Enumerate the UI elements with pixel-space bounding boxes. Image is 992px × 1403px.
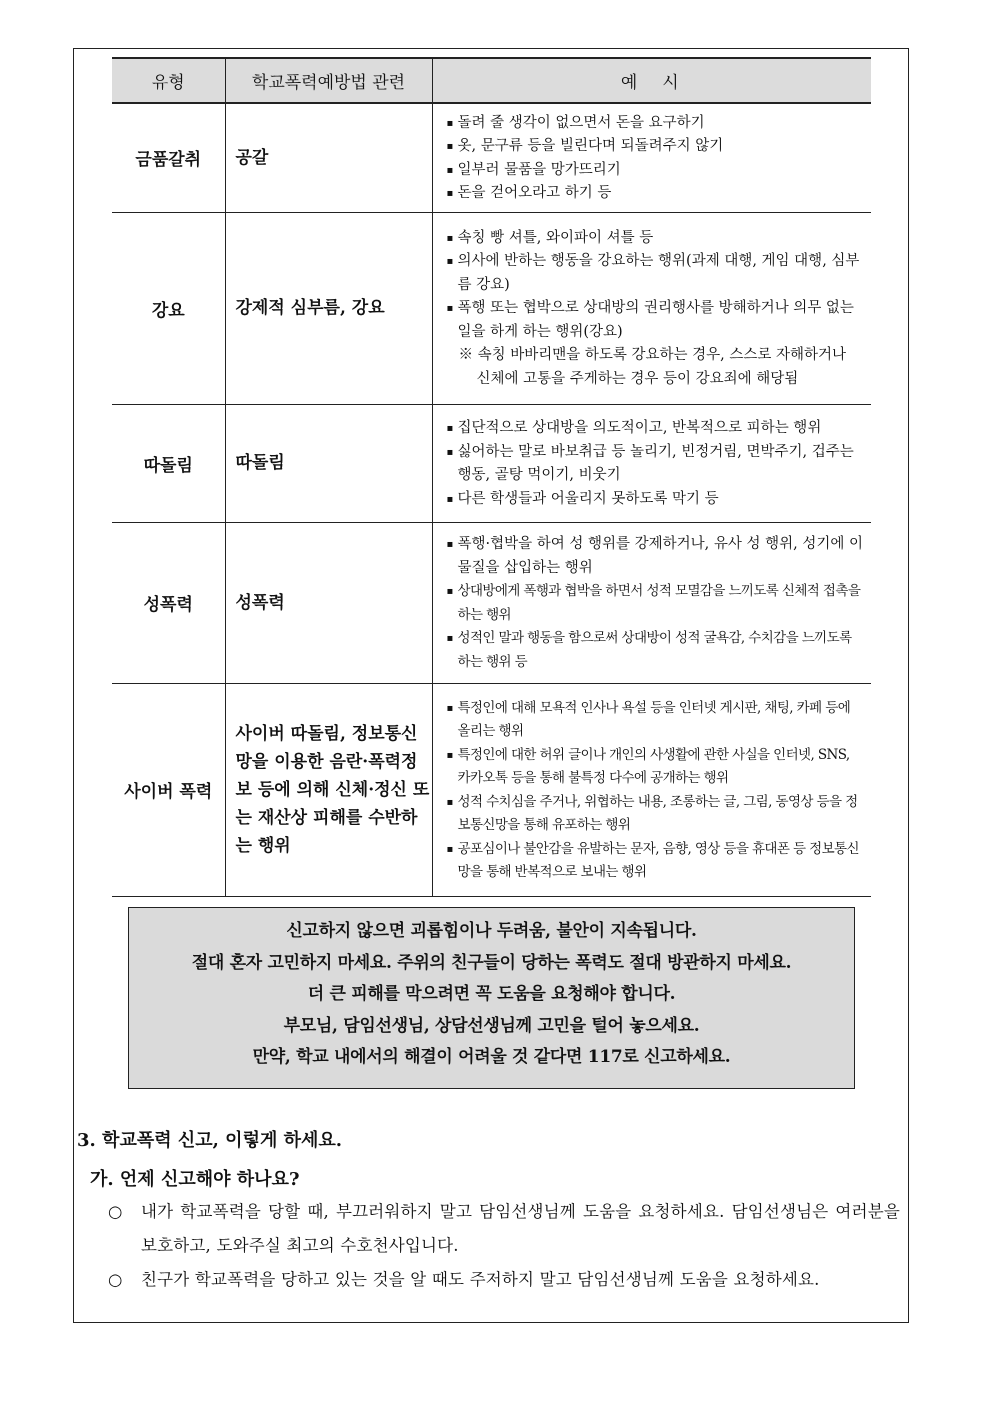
row-type: 사이버 폭력 (112, 683, 225, 896)
row-type: 강요 (112, 212, 225, 404)
row-type: 금품갈취 (112, 103, 225, 212)
notice-line: 절대 혼자 고민하지 마세요. 주위의 친구들이 당하는 폭력도 절대 방관하지 마세요. (191, 952, 792, 973)
notice-line: 신고하지 않으면 괴롭힘이나 두려움, 불안이 지속됩니다. (286, 921, 697, 941)
example-item: ▪ 폭행·협박을 하여 성 행위를 강제하거나, 유사 성 행위, 성기에 이물질을 삽입하는 행위 (447, 533, 864, 580)
report-notice-box (128, 907, 855, 1089)
list-item-text: 친구가 학교폭력을 당하고 있는 것을 알 때도 주저하지 말고 담임선생님께 도움을 요청하세요. (141, 1270, 820, 1289)
row-law: 사이버 따돌림, 정보통신망을 이용한 음란·폭력정보 등에 의해 신체·정신 또는 재산상 피해를 수반하는 행위 (225, 683, 432, 896)
row-examples (432, 404, 871, 522)
example-item: ▪ 공포심이나 불안감을 유발하는 문자, 음향, 영상 등을 휴대폰 등 정보통신망을 통해 반복적으로 보내는 행위 (447, 838, 864, 885)
notice-line: 부모님, 담임선생님, 상담선생님께 고민을 털어 놓으세요. (283, 1015, 700, 1036)
example-item: ▪ 폭행 또는 협박으로 상대방의 권리행사를 방해하거나 의무 없는 일을 하게 하는 행위(강요) (447, 297, 864, 344)
row-type: 따돌림 (112, 404, 225, 522)
example-item: ▪ 특정인에 대해 모욕적 인사나 욕설 등을 인터넷 게시판, 채팅, 카페 등에 올리는 행위 (447, 697, 864, 744)
table-row (112, 683, 871, 896)
example-item: ▪ 집단적으로 상대방을 의도적이고, 반복적으로 피하는 행위 (447, 417, 864, 441)
table-row (112, 103, 871, 212)
row-type: 성폭력 (112, 522, 225, 683)
notice-line: 더 큰 피해를 막으려면 꼭 도움을 요청해야 합니다. (307, 984, 676, 1004)
header-type: 유형 (112, 58, 225, 103)
list-item (108, 1263, 900, 1297)
list-item-text: 내가 학교폭력을 당할 때, 부끄러워하지 말고 담임선생님께 도움을 요청하세요. 담임선생님은 여러분을 보호하고, 도와주실 최고의 수호천사입니다. (141, 1202, 900, 1255)
table-header-row (112, 58, 871, 103)
example-item: ▪ 다른 학생들과 어울리지 못하도록 막기 등 (447, 488, 864, 512)
example-item: ▪ 의사에 반하는 행동을 강요하는 행위(과제 대행, 게임 대행, 심부름 강요) (447, 250, 864, 297)
example-item: ▪ 옷, 문구류 등을 빌린다며 되돌려주지 않기 (447, 135, 864, 159)
table-row (112, 212, 871, 404)
example-item: ▪ 상대방에게 폭행과 협박을 하면서 성적 모멸감을 느끼도록 신체적 접촉을 하는 행위 (447, 580, 864, 627)
example-note: ※ 속칭 바바리맨을 하도록 강요하는 경우, 스스로 자해하거나 신체에 고통을 주게하는 경우 등이 강요죄에 해당됨 (458, 347, 847, 387)
row-examples (432, 212, 871, 404)
example-item: ▪ 돈을 걷어오라고 하기 등 (447, 182, 864, 206)
row-examples (432, 683, 871, 896)
subsection-heading: 가. 언제 신고해야 하나요? (90, 1169, 300, 1190)
notice-line: 만약, 학교 내에서의 해결이 어려울 것 같다면 117로 신고하세요. (252, 1047, 731, 1067)
row-law: 성폭력 (225, 522, 432, 683)
row-law: 공갈 (225, 103, 432, 212)
example-item: ▪ 싫어하는 말로 바보취급 등 놀리기, 빈정거림, 면박주기, 겁주는 행동, 골탕 먹이기, 비웃기 (447, 441, 864, 488)
example-item: ▪ 일부러 물품을 망가뜨리기 (447, 159, 864, 183)
circle-bullet-icon: ○ (108, 1270, 123, 1289)
example-item: ▪ 속칭 빵 셔틀, 와이파이 셔틀 등 (447, 227, 864, 251)
row-law: 따돌림 (225, 404, 432, 522)
example-item: ▪ 성적인 말과 행동을 함으로써 상대방이 성적 굴욕감, 수치감을 느끼도록 하는 행위 등 (447, 627, 864, 674)
header-law: 학교폭력예방법 관련 (225, 58, 432, 103)
row-law: 강제적 심부름, 강요 (225, 212, 432, 404)
row-examples (432, 522, 871, 683)
example-item: ▪ 성적 수치심을 주거나, 위협하는 내용, 조롱하는 글, 그림, 동영상 등을 정보통신망을 통해 유포하는 행위 (447, 791, 864, 838)
table-row (112, 522, 871, 683)
example-item: ▪ 특정인에 대한 허위 글이나 개인의 사생활에 관한 사실을 인터넷, SNS, 카카오톡 등을 통해 불특정 다수에 공개하는 행위 (447, 744, 864, 791)
school-violence-type-table (112, 57, 871, 897)
header-examples: 예 시 (432, 58, 871, 103)
table-row (112, 404, 871, 522)
circle-bullet-icon: ○ (108, 1202, 123, 1221)
example-item: ▪ 돌려 줄 생각이 없으면서 돈을 요구하기 (447, 112, 864, 136)
row-examples (432, 103, 871, 212)
list-item (108, 1195, 900, 1263)
section-heading: 3. 학교폭력 신고, 이렇게 하세요. (77, 1130, 343, 1151)
